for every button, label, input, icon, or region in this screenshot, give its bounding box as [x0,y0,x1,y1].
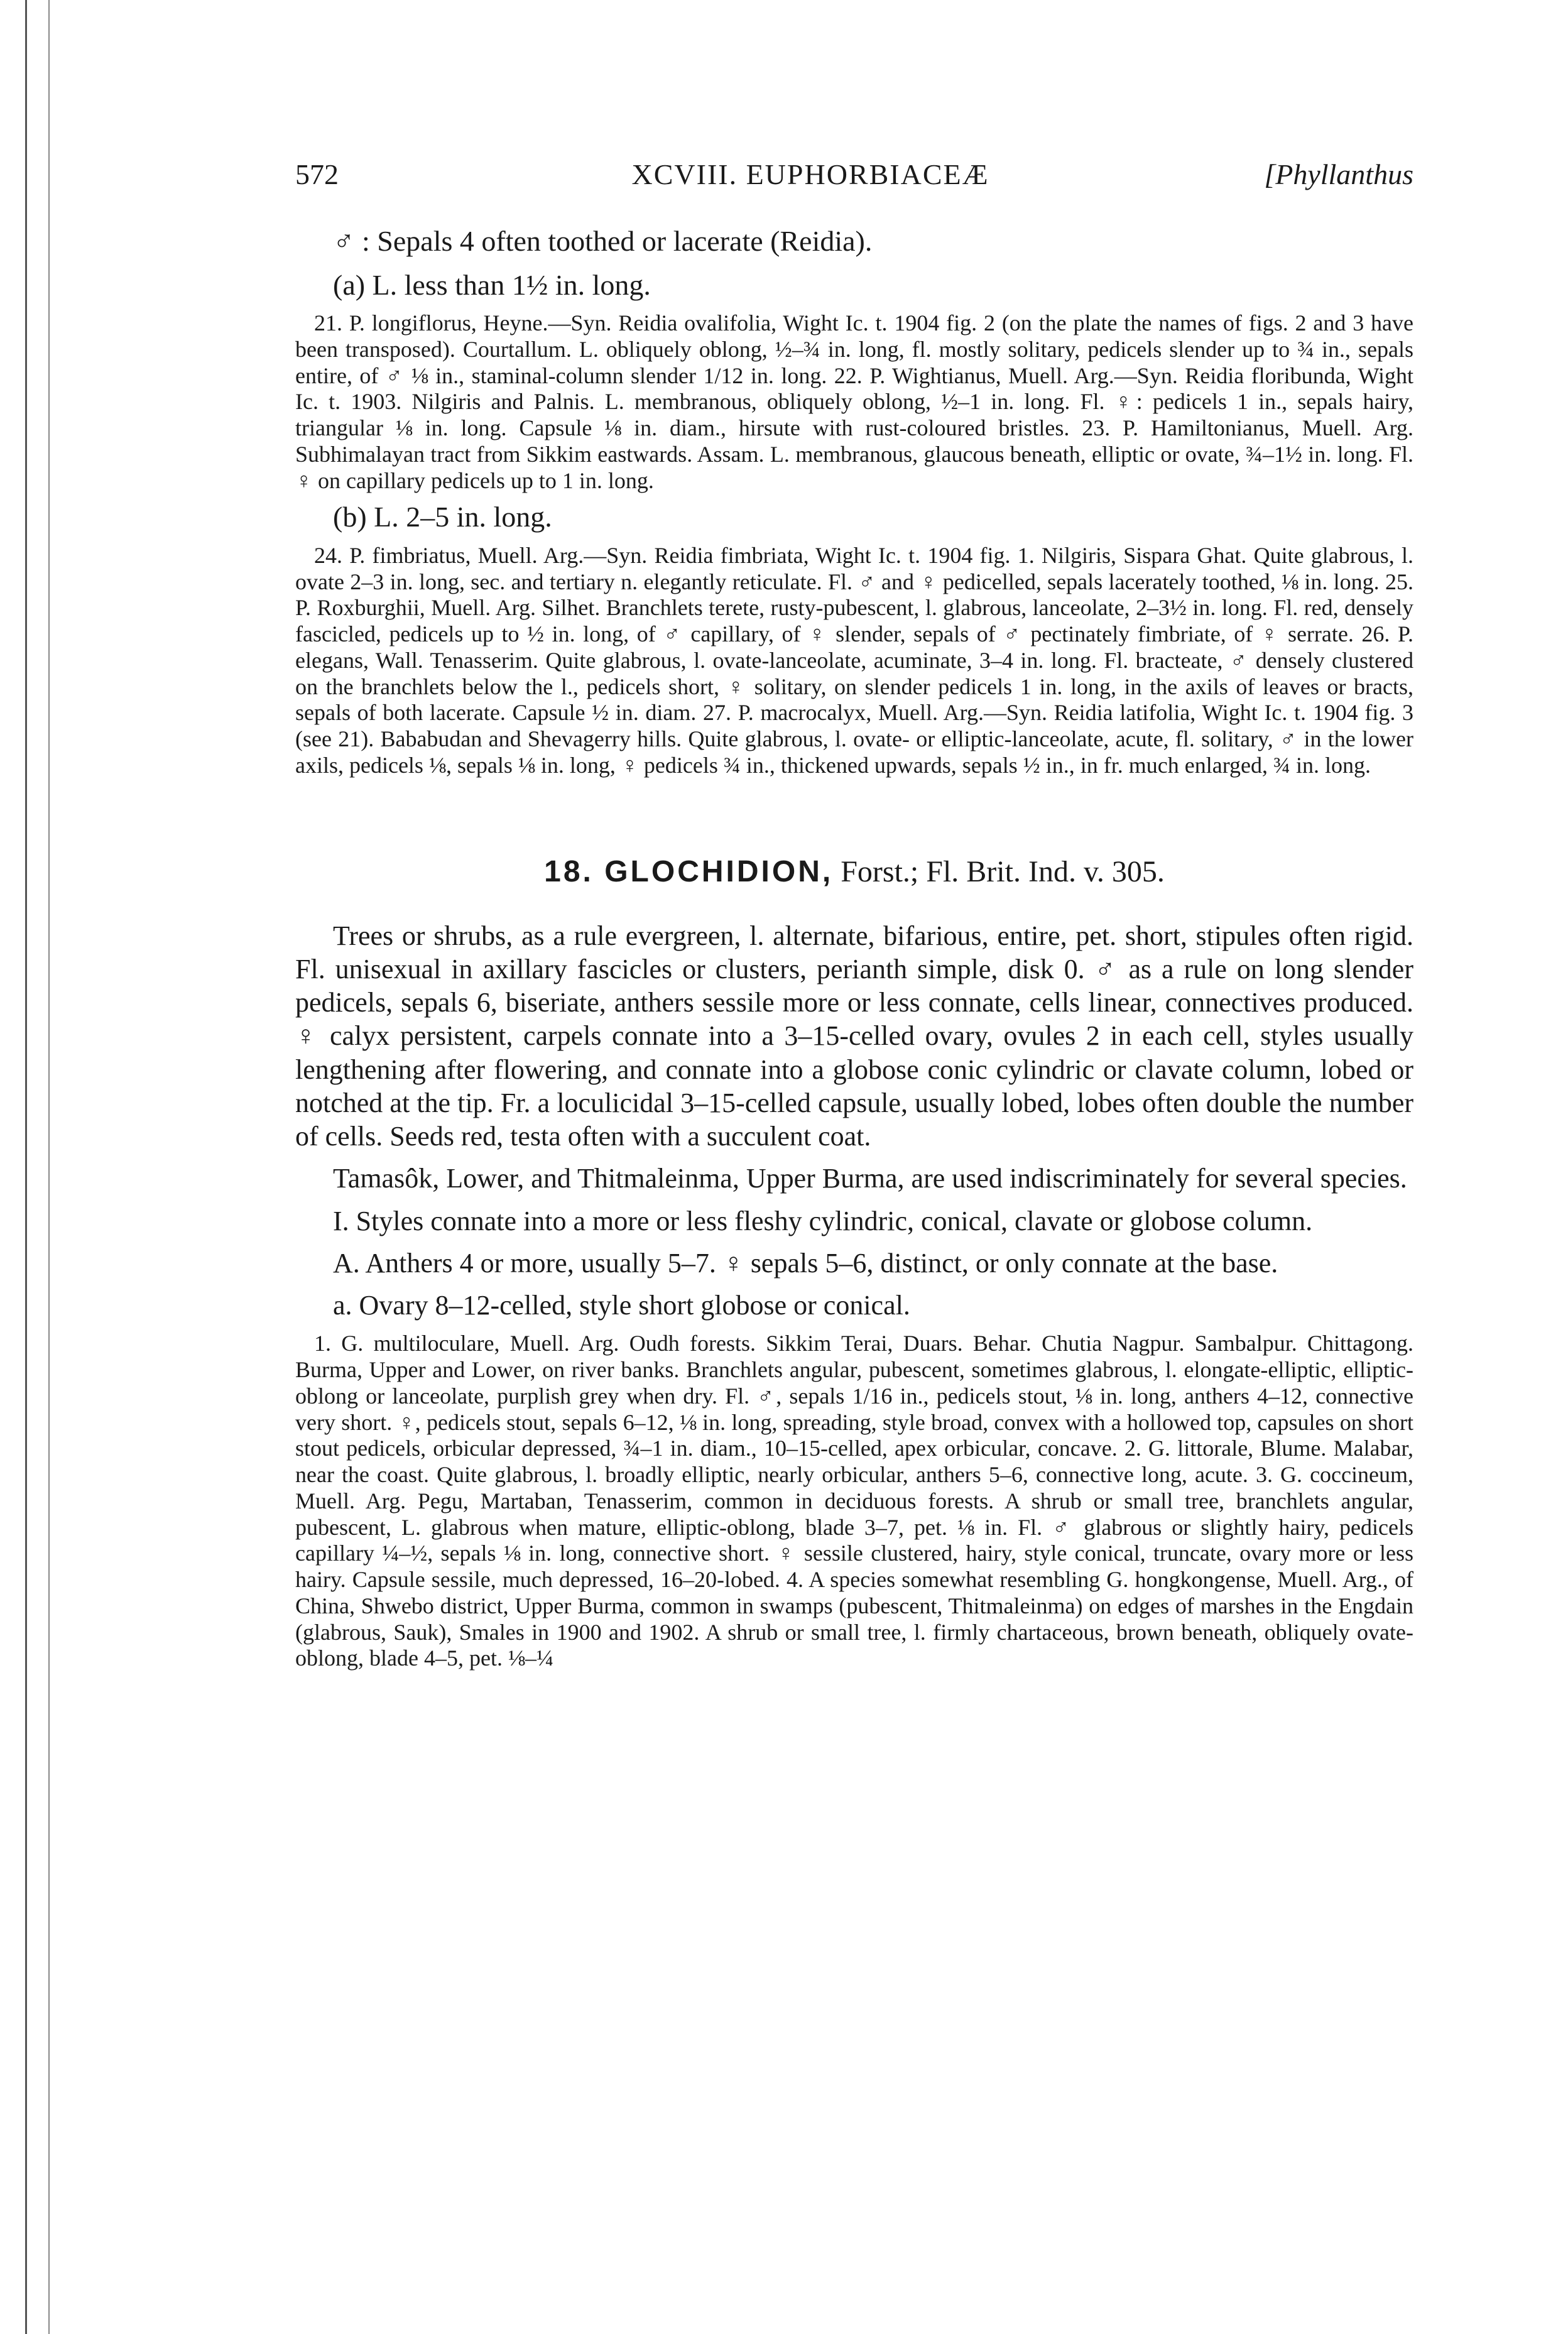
species-1-4: 1. G. multiloculare, Muell. Arg. Oudh forests. Sikkim Terai, Duars. Behar. Chutia Nagpur. Sambalpur. Chittagong. Burma, Upper and Lower, on river banks. Branchlets angular, pubescent, sometimes glabrous, l. elongate-elliptic, elliptic-oblong or lanceolate, purplish grey when dry. Fl. ♂, sepals 1/16 in., pedicels stout, ⅛ in. long, anthers 4–12, connective very short. ♀, pedicels stout, sepals 6–12, ⅛ in. long, spreading, style broad, convex with a hollowed top, capsules on short stout pedicels, orbicular depressed, ¾–1 in. diam., 10–15-celled, apex orbicular, concave. 2. G. littorale, Blume. Malabar, near the coast. Quite glabrous, l. broadly elliptic, nearly orbicular, anthers 5–6, connective long, acute. 3. G. coccineum, Muell. Arg. Pegu, Martaban, Tenasserim, common in deciduous forests. A shrub or small tree, branchlets angular, pubescent, L. glabrous when mature, elliptic-oblong, blade 3–7, pet. ⅛ in. Fl. ♂ glabrous or slightly hairy, pedicels capillary ¼–½, sepals ⅛ in. long, connective short. ♀ sessile clustered, hairy, style conical, truncate, ovary more or less hairy. Capsule sessile, much depressed, 16–20-lobed. 4. A species somewhat resembling G. hongkongense, Muell. Arg., of China, Shwebo district, Upper Burma, common in swamps (pubescent, Thitmaleinma) on edges of marshes in the Engdain (glabrous, Sauk), Smales in 1900 and 1902. A shrub or small tree, l. firmly chartaceous, brown beneath, obliquely ovate-oblong, blade 4–5, pet. ⅛–¼ [295,1331,1413,1671]
species-24-27: 24. P. fimbriatus, Muell. Arg.—Syn. Reidia fimbriata, Wight Ic. t. 1904 fig. 1. Nilgiris, Sispara Ghat. Quite glabrous, l. ovate 2–3 in. long, sec. and tertiary n. elegantly reticulate. Fl. ♂ and ♀ pedicelled, sepals lacerately toothed, ⅛ in. long. 25. P. Roxburghii, Muell. Arg. Silhet. Branchlets terete, rusty-pubescent, l. glabrous, lanceolate, 2–3½ in. long. Fl. red, densely fascicled, pedicels up to ½ in. long, of ♂ capillary, of ♀ slender, sepals of ♂ pectinately fimbriate, of ♀ serrate. 26. P. elegans, Wall. Tenasserim. Quite glabrous, l. ovate-lanceolate, acuminate, 3–4 in. long. Fl. bracteate, ♂ densely clustered on the branchlets below the l., pedicels short, ♀ solitary, on slender pedicels 1 in. long, in the axils of leaves or bracts, sepals of both lacerate. Capsule ½ in. diam. 27. P. macrocalyx, Muell. Arg.—Syn. Reidia latifolia, Wight Ic. t. 1904 fig. 3 (see 21). Bababudan and Shevagerry hills. Quite glabrous, l. ovate- or elliptic-lanceolate, acute, fl. solitary, ♂ in the lower axils, pedicels ⅛, sepals ⅛ in. long, ♀ pedicels ¾ in., thickened upwards, sepals ½ in., in fr. much enlarged, ¾ in. long. [295,542,1413,778]
key-A: A. Anthers 4 or more, usually 5–7. ♀ sepals 5–6, distinct, or only connate at the base. [333,1247,1278,1279]
vernacular-names: Tamasôk, Lower, and Thitmaleinma, Upper Burma, are used indiscriminately for several species. [333,1163,1407,1194]
genus-citation: Forst.; Fl. Brit. Ind. v. 305. [841,854,1165,888]
species-21-23: 21. P. longiflorus, Heyne.—Syn. Reidia ovalifolia, Wight Ic. t. 1904 fig. 2 (on the plate the names of figs. 2 and 3 have been transposed). Courtallum. L. obliquely oblong, ½–¾ in. long, fl. mostly solitary, pedicels slender up to ¾ in., sepals entire, of ♂ ⅛ in., staminal-column slender 1/12 in. long. 22. P. Wightianus, Muell. Arg.—Syn. Reidia floribunda, Wight Ic. t. 1903. Nilgiris and Palnis. L. membranous, obliquely oblong, ½–1 in. long. Fl. ♀: pedicels 1 in., sepals hairy, triangular ⅛ in. long. Capsule ⅛ in. diam., hirsute with rust-coloured bristles. 23. P. Hamiltonianus, Muell. Arg. Subhimalayan tract from Sikkim eastwards. Assam. L. membranous, glaucous beneath, elliptic or ovate, ¾–1½ in. long. Fl. ♀ on capillary pedicels up to 1 in. long. [295,310,1413,493]
genus-description: Trees or shrubs, as a rule evergreen, l. alternate, bifarious, entire, pet. short, stipules often rigid. Fl. unisexual in axillary fascicles or clusters, perianth simple, disk 0. ♂ as a rule on long slender pedicels, sepals 6, biseriate, anthers sessile more or less connate, cells linear, connectives produced. ♀ calyx persistent, carpels connate into a 3–15-celled ovary, ovules 2 in each cell, styles usually lengthening after flowering, and connate into a globose conic cylindric or clavate column, lobed or notched at the tip. Fr. a loculicidal 3–15-celled capsule, usually lobed, lobes often double the number of cells. Seeds red, testa often with a succulent coat. [295,920,1413,1152]
page-number: 572 [295,158,339,190]
running-head: [Phyllanthus [1264,158,1413,190]
running-header [295,157,1413,192]
key-male-sepals: ♂ : Sepals 4 often toothed or lacerate (Reidia). [333,225,873,258]
page-content [295,157,1413,1677]
chapter-title: XCVIII. EUPHORBIACEÆ [631,158,989,190]
key-I: I. Styles connate into a more or less fleshy cylindric, conical, clavate or globose column. [333,1205,1313,1236]
binding-edge [25,0,50,2334]
genus-name: 18. GLOCHIDION, [544,854,834,888]
key-b-leaves: (b) L. 2–5 in. long. [333,501,552,533]
key-a-leaves: (a) L. less than 1½ in. long. [333,268,651,301]
key-a-ovary: a. Ovary 8–12-celled, style short globose or conical. [333,1290,910,1321]
genus-heading [295,854,1413,889]
